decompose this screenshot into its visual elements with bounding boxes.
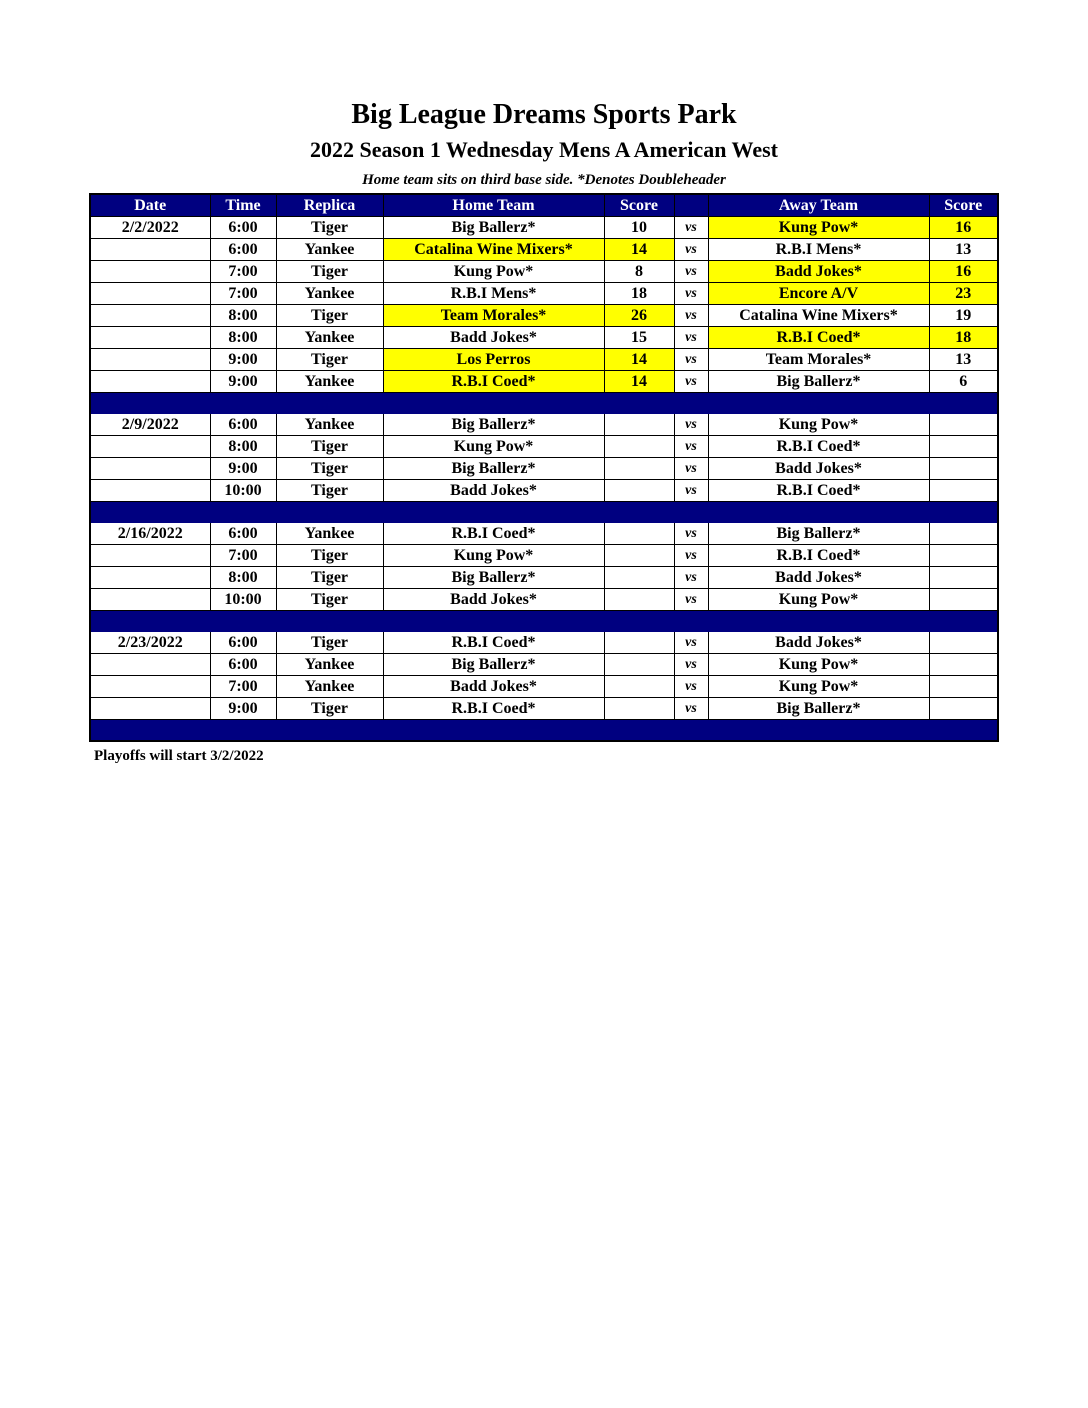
cell-away-score: 6 <box>929 371 998 393</box>
cell-away-team: Kung Pow* <box>708 589 929 611</box>
cell-home-score <box>604 676 674 698</box>
cell-vs: vs <box>674 458 708 480</box>
cell-home-team: Big Ballerz* <box>383 567 604 589</box>
cell-time: 7:00 <box>210 545 276 567</box>
table-row <box>90 698 998 720</box>
cell-away-team: Kung Pow* <box>708 217 929 239</box>
cell-replica: Tiger <box>276 349 383 371</box>
cell-time: 8:00 <box>210 436 276 458</box>
cell-away-score: 18 <box>929 327 998 349</box>
cell-home-score: 14 <box>604 349 674 371</box>
table-row <box>90 239 998 261</box>
cell-replica: Yankee <box>276 327 383 349</box>
cell-time: 6:00 <box>210 414 276 436</box>
cell-home-score: 14 <box>604 371 674 393</box>
cell-away-team: Kung Pow* <box>708 676 929 698</box>
cell-time: 7:00 <box>210 283 276 305</box>
cell-away-score <box>929 589 998 611</box>
cell-date <box>90 349 210 371</box>
cell-away-team: Kung Pow* <box>708 414 929 436</box>
schedule-body <box>90 217 998 742</box>
cell-home-score: 18 <box>604 283 674 305</box>
cell-vs: vs <box>674 305 708 327</box>
cell-home-team: R.B.I Coed* <box>383 371 604 393</box>
cell-time: 9:00 <box>210 458 276 480</box>
cell-replica: Tiger <box>276 261 383 283</box>
cell-home-team: Team Morales* <box>383 305 604 327</box>
cell-home-score <box>604 414 674 436</box>
separator-cell <box>210 611 276 632</box>
table-row <box>90 480 998 502</box>
cell-home-score <box>604 589 674 611</box>
table-row <box>90 414 998 436</box>
cell-home-score <box>604 567 674 589</box>
cell-vs: vs <box>674 698 708 720</box>
separator-cell <box>90 502 210 523</box>
cell-replica: Yankee <box>276 239 383 261</box>
separator-cell <box>383 611 604 632</box>
schedule-note: Home team sits on third base side. *Denotes Doubleheader <box>362 172 726 188</box>
cell-away-score: 16 <box>929 261 998 283</box>
cell-home-score <box>604 654 674 676</box>
separator-cell <box>708 611 929 632</box>
cell-home-team: Big Ballerz* <box>383 217 604 239</box>
cell-time: 10:00 <box>210 480 276 502</box>
week-separator-row <box>90 611 998 632</box>
cell-vs: vs <box>674 632 708 654</box>
cell-home-team: Big Ballerz* <box>383 458 604 480</box>
page-subtitle: 2022 Season 1 Wednesday Mens A American West <box>310 137 778 162</box>
cell-replica: Tiger <box>276 632 383 654</box>
cell-vs: vs <box>674 283 708 305</box>
cell-time: 9:00 <box>210 349 276 371</box>
separator-cell <box>210 393 276 414</box>
table-row <box>90 632 998 654</box>
playoffs-note: Playoffs will start 3/2/2022 <box>94 748 264 764</box>
cell-replica: Yankee <box>276 654 383 676</box>
cell-time: 6:00 <box>210 523 276 545</box>
cell-home-score: 15 <box>604 327 674 349</box>
cell-home-team: Kung Pow* <box>383 436 604 458</box>
cell-home-team: R.B.I Mens* <box>383 283 604 305</box>
cell-home-score: 10 <box>604 217 674 239</box>
cell-away-score <box>929 523 998 545</box>
cell-away-score <box>929 632 998 654</box>
cell-date <box>90 567 210 589</box>
cell-date: 2/9/2022 <box>90 414 210 436</box>
separator-cell <box>604 393 674 414</box>
cell-away-score <box>929 436 998 458</box>
cell-away-score <box>929 458 998 480</box>
table-row <box>90 217 998 239</box>
cell-home-team: R.B.I Coed* <box>383 523 604 545</box>
cell-home-score <box>604 436 674 458</box>
separator-cell <box>604 502 674 523</box>
cell-time: 8:00 <box>210 305 276 327</box>
table-row <box>90 261 998 283</box>
cell-replica: Yankee <box>276 371 383 393</box>
cell-replica: Tiger <box>276 589 383 611</box>
cell-replica: Yankee <box>276 523 383 545</box>
cell-vs: vs <box>674 654 708 676</box>
cell-replica: Yankee <box>276 283 383 305</box>
cell-replica: Tiger <box>276 458 383 480</box>
table-row <box>90 283 998 305</box>
separator-cell <box>276 393 383 414</box>
cell-vs: vs <box>674 567 708 589</box>
cell-vs: vs <box>674 371 708 393</box>
cell-home-team: Badd Jokes* <box>383 589 604 611</box>
separator-cell <box>90 720 210 742</box>
separator-cell <box>383 393 604 414</box>
cell-away-score: 13 <box>929 349 998 371</box>
cell-vs: vs <box>674 217 708 239</box>
week-separator-row <box>90 393 998 414</box>
separator-cell <box>929 393 998 414</box>
cell-away-score <box>929 480 998 502</box>
cell-away-team: R.B.I Coed* <box>708 480 929 502</box>
header-away-team: Away Team <box>708 194 929 217</box>
separator-cell <box>929 611 998 632</box>
cell-replica: Tiger <box>276 698 383 720</box>
separator-cell <box>276 502 383 523</box>
cell-home-score <box>604 480 674 502</box>
cell-away-team: Big Ballerz* <box>708 523 929 545</box>
cell-away-team: Badd Jokes* <box>708 567 929 589</box>
cell-time: 6:00 <box>210 217 276 239</box>
separator-cell <box>674 720 708 742</box>
cell-vs: vs <box>674 545 708 567</box>
cell-home-score <box>604 545 674 567</box>
cell-replica: Tiger <box>276 545 383 567</box>
header-away-score: Score <box>929 194 998 217</box>
separator-cell <box>210 720 276 742</box>
separator-cell <box>604 611 674 632</box>
cell-date <box>90 371 210 393</box>
week-separator-row <box>90 502 998 523</box>
cell-vs: vs <box>674 349 708 371</box>
cell-vs: vs <box>674 261 708 283</box>
header-time: Time <box>210 194 276 217</box>
table-row <box>90 676 998 698</box>
cell-home-team: Big Ballerz* <box>383 414 604 436</box>
cell-time: 10:00 <box>210 589 276 611</box>
cell-away-score <box>929 698 998 720</box>
cell-time: 8:00 <box>210 327 276 349</box>
separator-cell <box>674 502 708 523</box>
cell-away-team: Badd Jokes* <box>708 261 929 283</box>
cell-home-score: 26 <box>604 305 674 327</box>
separator-cell <box>604 720 674 742</box>
cell-vs: vs <box>674 239 708 261</box>
cell-date <box>90 654 210 676</box>
cell-home-score <box>604 632 674 654</box>
table-row <box>90 327 998 349</box>
cell-away-score <box>929 414 998 436</box>
cell-home-score <box>604 698 674 720</box>
cell-away-score: 16 <box>929 217 998 239</box>
cell-date <box>90 480 210 502</box>
cell-date <box>90 283 210 305</box>
cell-replica: Tiger <box>276 480 383 502</box>
cell-away-score <box>929 545 998 567</box>
cell-replica: Tiger <box>276 217 383 239</box>
header-home-score: Score <box>604 194 674 217</box>
cell-away-team: Badd Jokes* <box>708 632 929 654</box>
cell-date <box>90 327 210 349</box>
table-row <box>90 589 998 611</box>
cell-home-score <box>604 523 674 545</box>
cell-away-team: Big Ballerz* <box>708 371 929 393</box>
cell-replica: Tiger <box>276 567 383 589</box>
cell-date <box>90 436 210 458</box>
cell-vs: vs <box>674 327 708 349</box>
cell-home-team: Badd Jokes* <box>383 327 604 349</box>
separator-cell <box>674 611 708 632</box>
cell-away-team: Badd Jokes* <box>708 458 929 480</box>
cell-vs: vs <box>674 436 708 458</box>
cell-home-team: Big Ballerz* <box>383 654 604 676</box>
cell-time: 8:00 <box>210 567 276 589</box>
cell-away-score: 23 <box>929 283 998 305</box>
cell-time: 6:00 <box>210 654 276 676</box>
table-row <box>90 545 998 567</box>
cell-replica: Tiger <box>276 305 383 327</box>
cell-time: 9:00 <box>210 371 276 393</box>
cell-away-score: 19 <box>929 305 998 327</box>
cell-replica: Yankee <box>276 676 383 698</box>
cell-date: 2/16/2022 <box>90 523 210 545</box>
header-replica: Replica <box>276 194 383 217</box>
header-date: Date <box>90 194 210 217</box>
separator-cell <box>210 502 276 523</box>
cell-replica: Yankee <box>276 414 383 436</box>
table-row <box>90 371 998 393</box>
cell-home-team: R.B.I Coed* <box>383 632 604 654</box>
schedule-table <box>89 193 999 742</box>
separator-cell <box>708 393 929 414</box>
table-row <box>90 305 998 327</box>
cell-away-team: R.B.I Coed* <box>708 436 929 458</box>
cell-home-score: 8 <box>604 261 674 283</box>
cell-replica: Tiger <box>276 436 383 458</box>
cell-time: 7:00 <box>210 676 276 698</box>
cell-away-score: 13 <box>929 239 998 261</box>
page-title: Big League Dreams Sports Park <box>351 99 737 130</box>
separator-cell <box>90 393 210 414</box>
cell-away-team: Team Morales* <box>708 349 929 371</box>
table-header-row <box>90 194 998 217</box>
cell-away-team: R.B.I Mens* <box>708 239 929 261</box>
separator-cell <box>276 720 383 742</box>
cell-away-score <box>929 567 998 589</box>
cell-away-team: Catalina Wine Mixers* <box>708 305 929 327</box>
separator-cell <box>708 502 929 523</box>
cell-date <box>90 239 210 261</box>
cell-time: 6:00 <box>210 239 276 261</box>
cell-date: 2/2/2022 <box>90 217 210 239</box>
cell-vs: vs <box>674 523 708 545</box>
cell-date <box>90 589 210 611</box>
cell-home-team: Los Perros <box>383 349 604 371</box>
cell-date: 2/23/2022 <box>90 632 210 654</box>
cell-away-score <box>929 676 998 698</box>
separator-cell <box>276 611 383 632</box>
cell-date <box>90 305 210 327</box>
separator-cell <box>90 611 210 632</box>
separator-cell <box>383 720 604 742</box>
header-home-team: Home Team <box>383 194 604 217</box>
cell-date <box>90 261 210 283</box>
cell-away-team: R.B.I Coed* <box>708 545 929 567</box>
cell-date <box>90 545 210 567</box>
cell-home-score <box>604 458 674 480</box>
week-separator-row <box>90 720 998 742</box>
table-row <box>90 654 998 676</box>
table-row <box>90 436 998 458</box>
cell-home-score: 14 <box>604 239 674 261</box>
cell-away-score <box>929 654 998 676</box>
cell-date <box>90 676 210 698</box>
cell-vs: vs <box>674 480 708 502</box>
cell-away-team: Encore A/V <box>708 283 929 305</box>
separator-cell <box>708 720 929 742</box>
table-row <box>90 567 998 589</box>
header-vs <box>674 194 708 217</box>
cell-time: 9:00 <box>210 698 276 720</box>
separator-cell <box>383 502 604 523</box>
cell-home-team: R.B.I Coed* <box>383 698 604 720</box>
cell-away-team: R.B.I Coed* <box>708 327 929 349</box>
cell-away-team: Kung Pow* <box>708 654 929 676</box>
table-row <box>90 523 998 545</box>
cell-home-team: Kung Pow* <box>383 545 604 567</box>
cell-home-team: Badd Jokes* <box>383 480 604 502</box>
table-row <box>90 458 998 480</box>
cell-home-team: Badd Jokes* <box>383 676 604 698</box>
separator-cell <box>929 502 998 523</box>
cell-vs: vs <box>674 676 708 698</box>
cell-away-team: Big Ballerz* <box>708 698 929 720</box>
cell-vs: vs <box>674 589 708 611</box>
cell-date <box>90 698 210 720</box>
cell-time: 7:00 <box>210 261 276 283</box>
separator-cell <box>674 393 708 414</box>
cell-home-team: Catalina Wine Mixers* <box>383 239 604 261</box>
cell-vs: vs <box>674 414 708 436</box>
cell-time: 6:00 <box>210 632 276 654</box>
cell-date <box>90 458 210 480</box>
table-row <box>90 349 998 371</box>
cell-home-team: Kung Pow* <box>383 261 604 283</box>
separator-cell <box>929 720 998 742</box>
